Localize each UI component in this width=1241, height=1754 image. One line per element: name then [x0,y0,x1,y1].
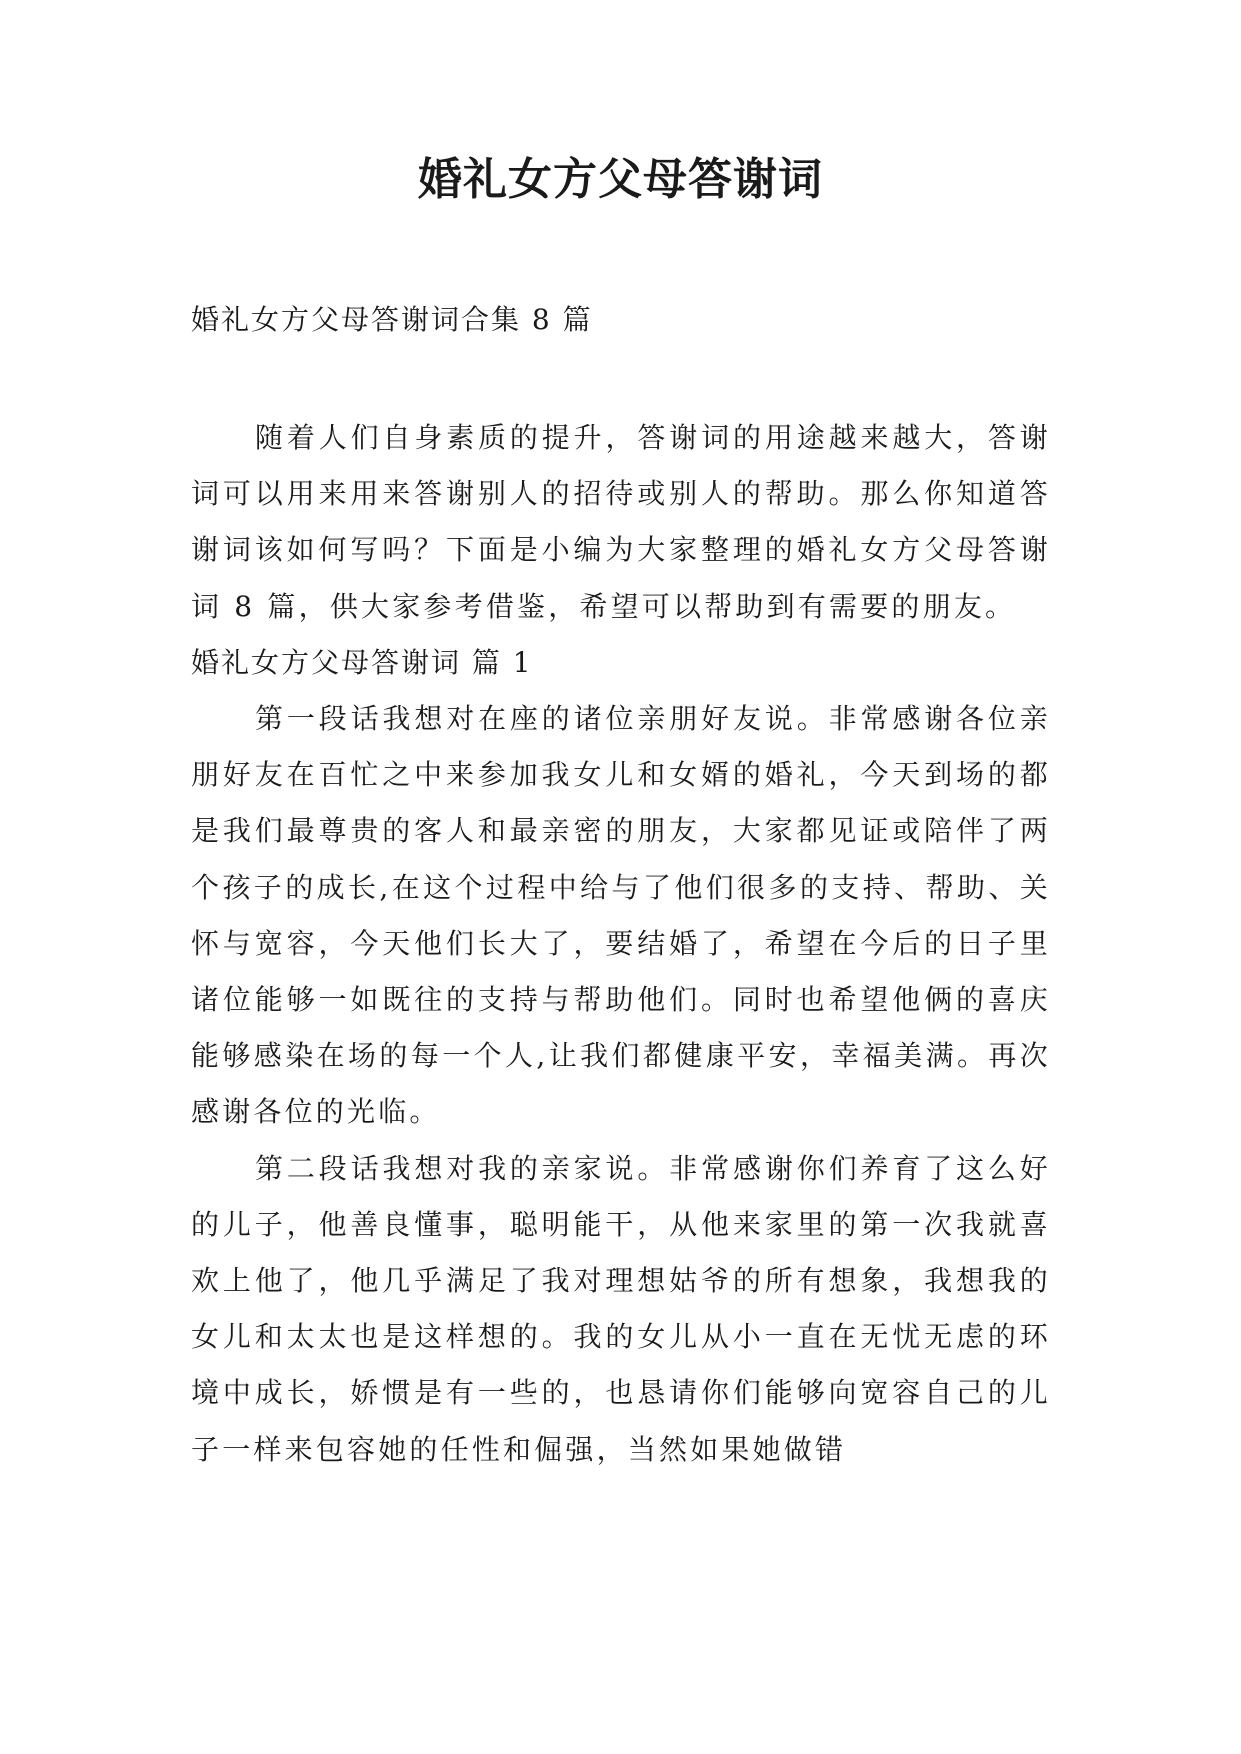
section-heading: 婚礼女方父母答谢词 篇 1 [191,645,533,679]
body-paragraph-1: 第一段话我想对在座的诸位亲朋好友说。非常感谢各位亲朋好友在百忙之中来参加我女儿和女婿的婚礼，今天到场的都是我们最尊贵的客人和最亲密的朋友，大家都见证或陪伴了两个孩子的成长,在这个过程中给与了他们很多的支持、帮助、关怀与宽容，今天他们长大了，要结婚了，希望在今后的日子里诸位能够一如既往的支持与帮助他们。同时也希望他俩的喜庆能够感染在场的每一个人,让我们都健康平安，幸福美满。再次感谢各位的光临。 [191,702,1051,1129]
intro-paragraph: 随着人们自身素质的提升，答谢词的用途越来越大，答谢词可以用来用来答谢别人的招待或别人的帮助。那么你知道答谢词该如何写吗？下面是小编为大家整理的婚礼女方父母答谢词 8 篇，供大家参考借鉴，希望可以帮助到有需要的朋友。 [191,421,1051,623]
document-subtitle: 婚礼女方父母答谢词合集 8 篇 [191,303,593,336]
body-paragraph-2: 第二段话我想对我的亲家说。非常感谢你们养育了这么好的儿子，他善良懂事，聪明能干，从他来家里的第一次我就喜欢上他了，他几乎满足了我对理想姑爷的所有想象，我想我的女儿和太太也是这样想的。我的女儿从小一直在无忧无虑的环境中成长，娇惯是有一些的，也恳请你们能够向宽容自己的儿子一样来包容她的任性和倔强，当然如果她做错 [191,1151,1051,1466]
document-title: 婚礼女方父母答谢词 [418,154,823,205]
document-body [191,410,1051,1478]
